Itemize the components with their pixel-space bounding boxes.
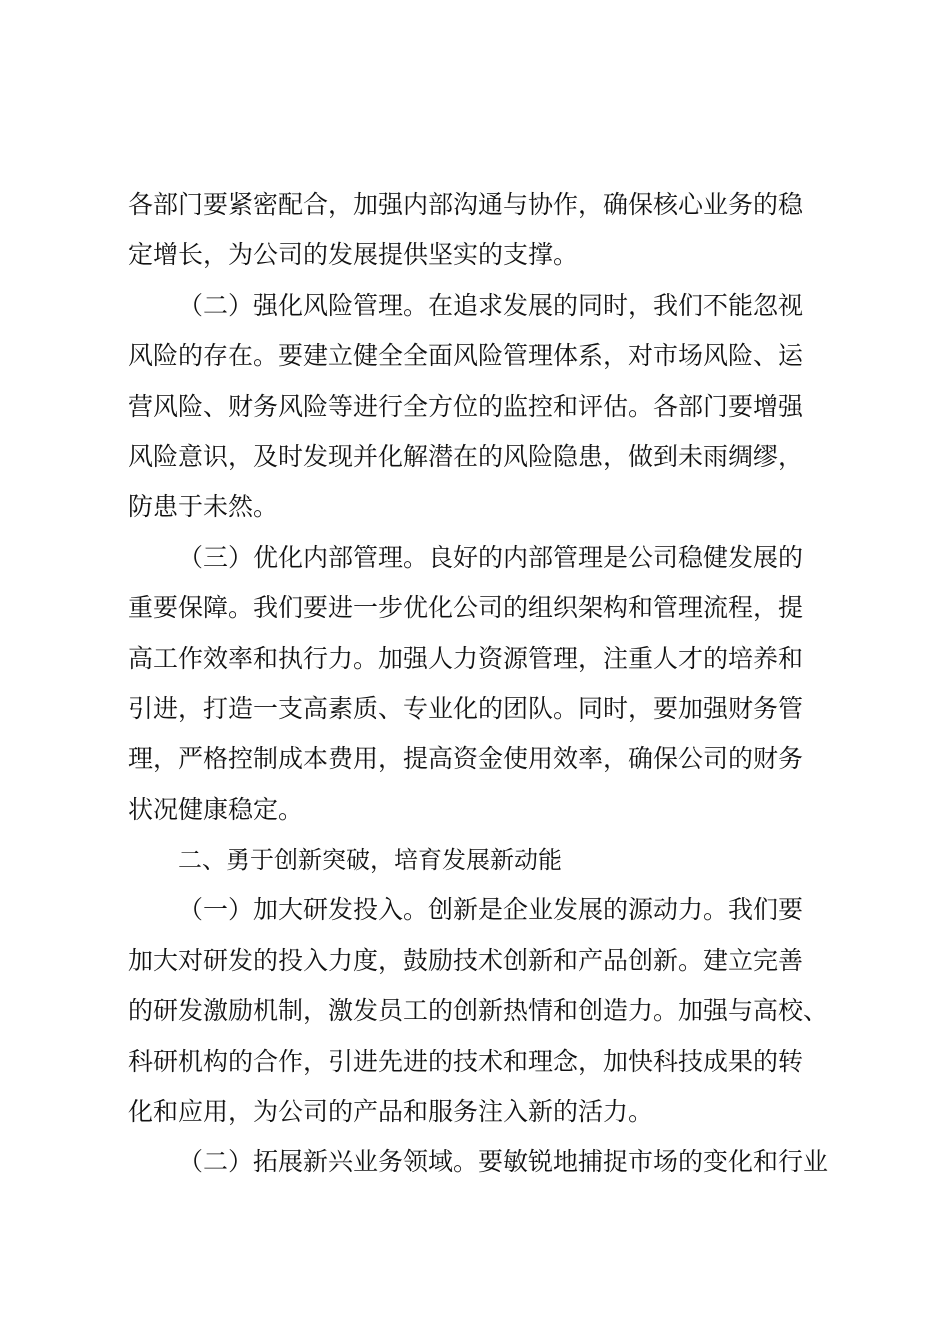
paragraph-line: （三）优化内部管理。良好的内部管理是公司稳健发展的 — [178, 542, 804, 572]
paragraph-line: 引进，打造一支高素质、专业化的团队。同时，要加强财务管 — [128, 693, 804, 723]
paragraph-line: 定增长，为公司的发展提供坚实的支撑。 — [128, 240, 579, 270]
paragraph-line: 防患于未然。 — [128, 492, 279, 522]
paragraph-line: （一）加大研发投入。创新是企业发展的源动力。我们要 — [178, 895, 804, 925]
paragraph-line: 理，严格控制成本费用，提高资金使用效率，确保公司的财务 — [128, 744, 804, 774]
paragraph-line: 重要保障。我们要进一步优化公司的组织架构和管理流程，提 — [128, 593, 804, 623]
paragraph-line: 加大对研发的投入力度，鼓励技术创新和产品创新。建立完善 — [128, 945, 804, 975]
paragraph-line: 各部门要紧密配合，加强内部沟通与协作，确保核心业务的稳 — [128, 190, 804, 219]
paragraph-line: 科研机构的合作，引进先进的技术和理念，加快科技成果的转 — [128, 1046, 804, 1076]
paragraph-line: 化和应用，为公司的产品和服务注入新的活力。 — [128, 1097, 654, 1127]
paragraph-line: 风险意识，及时发现并化解潜在的风险隐患，做到未雨绸缪， — [128, 441, 804, 471]
paragraph-line: 的研发激励机制，激发员工的创新热情和创造力。加强与高校、 — [128, 996, 829, 1026]
paragraph-line: 高工作效率和执行力。加强人力资源管理，注重人才的培养和 — [128, 643, 804, 673]
document-body — [128, 180, 848, 1188]
paragraph-line: （二）拓展新兴业务领域。要敏锐地捕捉市场的变化和行业 — [178, 1147, 829, 1177]
paragraph-line: （二）强化风险管理。在追求发展的同时，我们不能忽视 — [178, 290, 804, 320]
paragraph-line: 状况健康稳定。 — [128, 794, 304, 824]
paragraph-line: 营风险、财务风险等进行全方位的监控和评估。各部门要增强 — [128, 391, 804, 421]
paragraph-line: 风险的存在。要建立健全全面风险管理体系，对市场风险、运 — [128, 341, 804, 371]
section-heading: 二、勇于创新突破，培育发展新动能 — [178, 846, 562, 875]
